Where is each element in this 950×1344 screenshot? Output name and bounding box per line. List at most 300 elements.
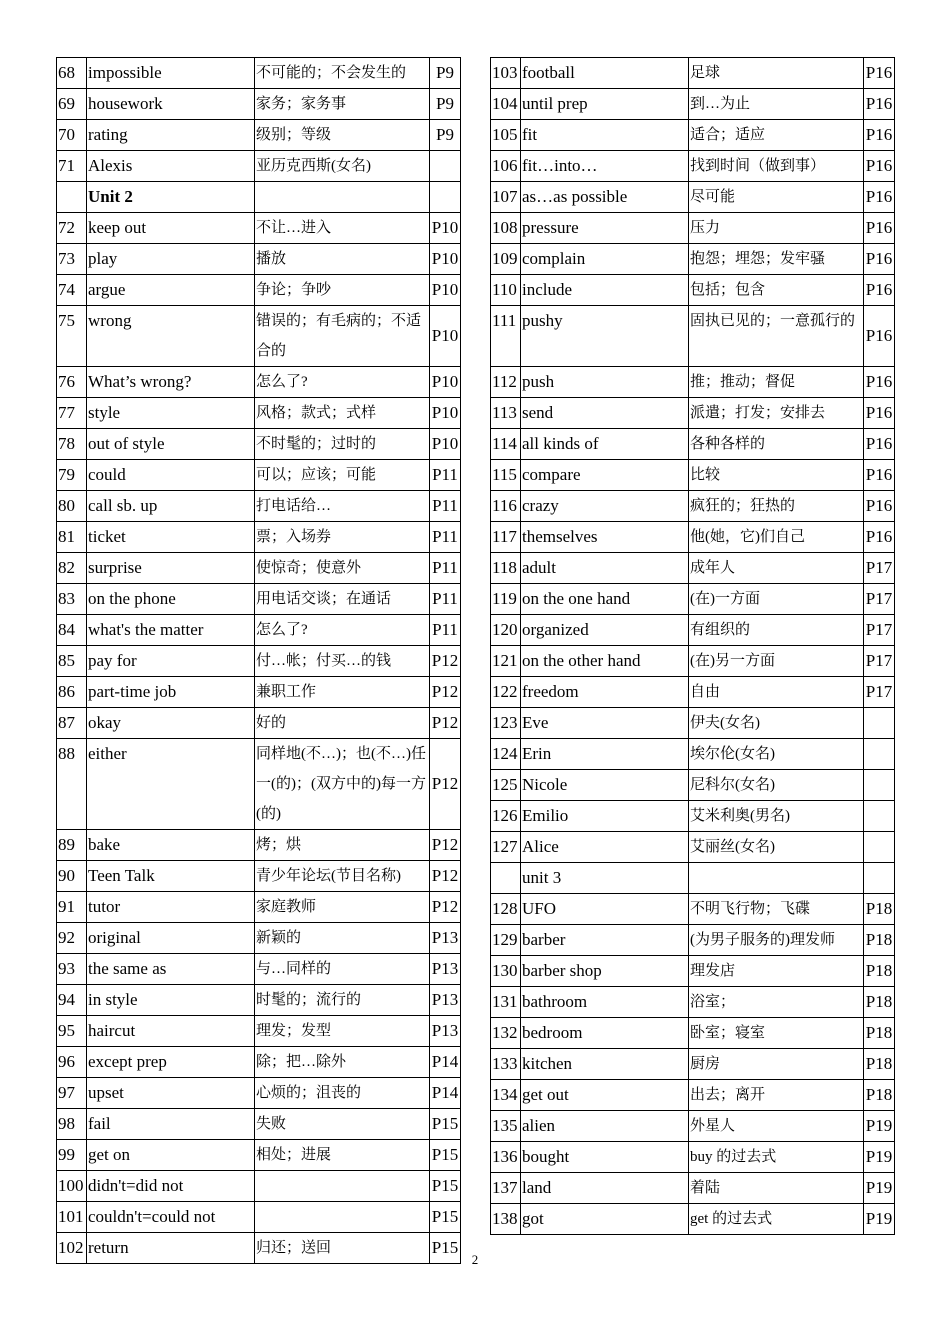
page-number: 2 [471,1252,479,1267]
entry-number: 91 [57,892,87,923]
vocabulary-table-left [56,57,461,1264]
entry-number: 111 [491,306,521,367]
entry-meaning: 卧室；寝室 [689,1017,864,1048]
entry-word: part-time job [87,677,255,708]
entry-number: 133 [491,1048,521,1079]
entry-meaning: 艾米利奥(男名) [689,800,864,831]
entry-word: bake [87,830,255,861]
entry-meaning: 同样地(不…)；也(不…)任一(的)；(双方中的)每一方(的) [255,739,430,830]
vocab-row [491,831,895,862]
entry-number: 116 [491,490,521,521]
entry-page: P18 [864,955,895,986]
entry-page: P16 [864,490,895,521]
entry-page: P18 [864,893,895,924]
entry-number: 112 [491,366,521,397]
entry-page: P9 [430,58,461,89]
entry-number: 102 [57,1233,87,1264]
entry-meaning: 怎么了? [255,367,430,398]
vocabulary-table-right [490,57,895,1235]
entry-meaning: 各种各样的 [689,428,864,459]
entry-page: P13 [430,923,461,954]
entry-number: 109 [491,244,521,275]
vocab-row [491,707,895,738]
entry-word: impossible [87,58,255,89]
entry-meaning: 与…同样的 [255,954,430,985]
entry-meaning: 疯狂的；狂热的 [689,490,864,521]
entry-number: 84 [57,615,87,646]
entry-word: Erin [521,738,689,769]
entry-meaning: 时髦的；流行的 [255,985,430,1016]
entry-number [491,862,521,893]
entry-number: 78 [57,429,87,460]
vocab-row [57,306,461,367]
entry-page: P11 [430,584,461,615]
vocab-row [491,986,895,1017]
entry-number: 104 [491,89,521,120]
entry-page: P18 [864,1048,895,1079]
entry-meaning: 家庭教师 [255,892,430,923]
entry-number: 107 [491,182,521,213]
entry-page: P18 [864,924,895,955]
entry-word: adult [521,552,689,583]
entry-meaning: (在)一方面 [689,583,864,614]
vocab-row [491,151,895,182]
entry-number: 82 [57,553,87,584]
entry-meaning: 打电话给… [255,491,430,522]
entry-meaning: (在)另一方面 [689,645,864,676]
entry-word: themselves [521,521,689,552]
entry-page: P15 [430,1140,461,1171]
entry-page: P16 [864,151,895,182]
vocab-row [57,954,461,985]
vocab-row [57,677,461,708]
entry-number: 137 [491,1172,521,1203]
vocab-row [491,893,895,924]
entry-page: P12 [430,739,461,830]
entry-word: unit 3 [521,862,689,893]
entry-page: P14 [430,1078,461,1109]
entry-word: freedom [521,676,689,707]
entry-page: P10 [430,275,461,306]
vocab-row [57,491,461,522]
entry-word: got [521,1203,689,1234]
entry-number: 90 [57,861,87,892]
entry-page: P19 [864,1203,895,1234]
entry-word: play [87,244,255,275]
entry-meaning [255,1202,430,1233]
entry-page: P17 [864,614,895,645]
entry-word: crazy [521,490,689,521]
entry-word: except prep [87,1047,255,1078]
entry-meaning: 理发；发型 [255,1016,430,1047]
entry-page: P12 [430,830,461,861]
entry-page: P16 [864,366,895,397]
vocab-row [491,1048,895,1079]
entry-page: P18 [864,986,895,1017]
entry-word: bought [521,1141,689,1172]
entry-number: 75 [57,306,87,367]
entry-meaning: 着陆 [689,1172,864,1203]
entry-meaning: 埃尔伦(女名) [689,738,864,769]
vocab-row [57,367,461,398]
entry-word: Alice [521,831,689,862]
entry-number: 129 [491,924,521,955]
entry-meaning: 包括；包含 [689,275,864,306]
entry-page: P16 [864,58,895,89]
vocab-row [491,552,895,583]
entry-page: P16 [864,521,895,552]
entry-meaning: 到…为止 [689,89,864,120]
vocab-row [57,398,461,429]
entry-number: 92 [57,923,87,954]
entry-page: P12 [430,677,461,708]
entry-page: P15 [430,1233,461,1264]
entry-number: 108 [491,213,521,244]
entry-number: 134 [491,1079,521,1110]
entry-meaning: 付…帐；付买…的钱 [255,646,430,677]
entry-meaning: 伊夫(女名) [689,707,864,738]
entry-page: P16 [864,275,895,306]
entry-word: Emilio [521,800,689,831]
entry-number: 69 [57,89,87,120]
vocab-row [57,151,461,182]
entry-page: P16 [864,89,895,120]
entry-page: P15 [430,1202,461,1233]
entry-meaning: 自由 [689,676,864,707]
entry-word: UFO [521,893,689,924]
entry-meaning: 使惊奇；使意外 [255,553,430,584]
entry-meaning: 新颖的 [255,923,430,954]
entry-number: 71 [57,151,87,182]
entry-meaning: 固执已见的；一意孤行的 [689,306,864,367]
entry-page [864,707,895,738]
vocab-row [491,397,895,428]
entry-word: couldn't=could not [87,1202,255,1233]
vocab-row [491,1141,895,1172]
vocab-row [491,58,895,89]
vocab-row [491,1079,895,1110]
entry-meaning: 票；入场券 [255,522,430,553]
entry-page: P11 [430,460,461,491]
entry-number: 114 [491,428,521,459]
entry-word: return [87,1233,255,1264]
entry-word: football [521,58,689,89]
entry-meaning: 级别；等级 [255,120,430,151]
entry-page: P9 [430,120,461,151]
entry-page: P10 [430,306,461,367]
entry-number: 122 [491,676,521,707]
entry-meaning: 压力 [689,213,864,244]
entry-number: 94 [57,985,87,1016]
entry-word: as…as possible [521,182,689,213]
entry-page [864,769,895,800]
entry-page: P16 [864,120,895,151]
entry-word: on the one hand [521,583,689,614]
entry-page: P19 [864,1110,895,1141]
entry-word: What’s wrong? [87,367,255,398]
entry-number: 106 [491,151,521,182]
entry-word: the same as [87,954,255,985]
entry-number [57,182,87,213]
entry-word: either [87,739,255,830]
entry-number: 79 [57,460,87,491]
entry-number: 81 [57,522,87,553]
vocab-row [491,459,895,490]
entry-page: P17 [864,645,895,676]
vocab-row [57,1171,461,1202]
entry-page: P16 [864,306,895,367]
entry-meaning: 好的 [255,708,430,739]
entry-word: get out [521,1079,689,1110]
entry-word: barber shop [521,955,689,986]
vocab-row [491,1017,895,1048]
entry-meaning: 厨房 [689,1048,864,1079]
entry-meaning: 亚历克西斯(女名) [255,151,430,182]
vocab-row [57,429,461,460]
vocab-row [57,615,461,646]
vocab-row [57,1078,461,1109]
entry-word: on the phone [87,584,255,615]
entry-meaning: 他(她，它)们自己 [689,521,864,552]
entry-word: barber [521,924,689,955]
entry-word: in style [87,985,255,1016]
entry-page: P12 [430,861,461,892]
entry-number: 87 [57,708,87,739]
vocab-row [491,1172,895,1203]
vocab-row [57,1140,461,1171]
entry-word: send [521,397,689,428]
entry-number: 138 [491,1203,521,1234]
entry-meaning: 抱怨；埋怨；发牢骚 [689,244,864,275]
entry-meaning: 理发店 [689,955,864,986]
entry-page: P16 [864,459,895,490]
vocab-row [57,89,461,120]
entry-meaning: 心烦的；沮丧的 [255,1078,430,1109]
entry-page: P9 [430,89,461,120]
unit-heading-row [57,182,461,213]
entry-word: could [87,460,255,491]
entry-word: argue [87,275,255,306]
entry-meaning: 兼职工作 [255,677,430,708]
vocab-row [57,460,461,491]
entry-number: 70 [57,120,87,151]
entry-number: 88 [57,739,87,830]
entry-page: P16 [864,428,895,459]
vocab-row [57,584,461,615]
entry-word: out of style [87,429,255,460]
entry-word: organized [521,614,689,645]
vocab-row [491,924,895,955]
entry-word: include [521,275,689,306]
entry-meaning: get 的过去式 [689,1203,864,1234]
vocab-row [491,244,895,275]
entry-meaning: 推；推动；督促 [689,366,864,397]
entry-number: 136 [491,1141,521,1172]
entry-page: P16 [864,244,895,275]
entry-number: 100 [57,1171,87,1202]
entry-word: get on [87,1140,255,1171]
vocab-row [491,275,895,306]
entry-page [864,738,895,769]
vocab-row [57,522,461,553]
entry-word: complain [521,244,689,275]
entry-number: 130 [491,955,521,986]
entry-word: haircut [87,1016,255,1047]
entry-page: P19 [864,1172,895,1203]
entry-number: 83 [57,584,87,615]
entry-meaning: 可以；应该；可能 [255,460,430,491]
entry-meaning: 不可能的；不会发生的 [255,58,430,89]
entry-page: P10 [430,398,461,429]
entry-word: okay [87,708,255,739]
entry-meaning: 尼科尔(女名) [689,769,864,800]
entry-word: rating [87,120,255,151]
entry-word: kitchen [521,1048,689,1079]
entry-meaning [255,182,430,213]
entry-page: P10 [430,367,461,398]
entry-page: P13 [430,1016,461,1047]
entry-number: 127 [491,831,521,862]
entry-page [864,800,895,831]
entry-word: housework [87,89,255,120]
entry-word: on the other hand [521,645,689,676]
entry-meaning: 家务；家务事 [255,89,430,120]
entry-meaning: buy 的过去式 [689,1141,864,1172]
vocab-row [491,1203,895,1234]
entry-page: P17 [864,583,895,614]
vocab-row [491,738,895,769]
entry-word: until prep [521,89,689,120]
unit-heading-row [491,862,895,893]
entry-page: P11 [430,491,461,522]
entry-word: what's the matter [87,615,255,646]
entry-meaning: 比较 [689,459,864,490]
entry-number: 73 [57,244,87,275]
entry-word: Unit 2 [87,182,255,213]
entry-page: P16 [864,182,895,213]
entry-number: 93 [57,954,87,985]
entry-word: land [521,1172,689,1203]
entry-page [430,182,461,213]
vocab-row [57,985,461,1016]
vocab-row [491,521,895,552]
vocab-row [57,275,461,306]
vocab-row [57,739,461,830]
entry-word: surprise [87,553,255,584]
entry-meaning: 青少年论坛(节目名称) [255,861,430,892]
entry-meaning: 烤；烘 [255,830,430,861]
entry-number: 76 [57,367,87,398]
vocab-row [491,428,895,459]
entry-page: P10 [430,244,461,275]
vocab-row [57,1047,461,1078]
vocab-row [57,830,461,861]
entry-page: P13 [430,954,461,985]
entry-word: fit [521,120,689,151]
entry-page: P18 [864,1017,895,1048]
entry-word: upset [87,1078,255,1109]
entry-page: P17 [864,676,895,707]
entry-word: Alexis [87,151,255,182]
entry-number: 99 [57,1140,87,1171]
entry-word: tutor [87,892,255,923]
entry-number: 126 [491,800,521,831]
entry-meaning: 艾丽丝(女名) [689,831,864,862]
entry-number: 103 [491,58,521,89]
entry-meaning: 成年人 [689,552,864,583]
entry-word: pushy [521,306,689,367]
vocab-row [491,645,895,676]
entry-page: P11 [430,615,461,646]
vocab-row [57,1016,461,1047]
vocab-row [57,1202,461,1233]
vocab-row [57,646,461,677]
vocab-row [57,708,461,739]
entry-meaning: 浴室； [689,986,864,1017]
entry-number: 135 [491,1110,521,1141]
entry-number: 80 [57,491,87,522]
vocab-row [491,89,895,120]
entry-number: 77 [57,398,87,429]
entry-number: 101 [57,1202,87,1233]
entry-number: 121 [491,645,521,676]
entry-word: bedroom [521,1017,689,1048]
entry-page: P13 [430,985,461,1016]
entry-meaning: 不明飞行物；飞碟 [689,893,864,924]
entry-number: 120 [491,614,521,645]
entry-page: P16 [864,397,895,428]
entry-number: 105 [491,120,521,151]
vocab-row [491,583,895,614]
entry-word: call sb. up [87,491,255,522]
entry-word: ticket [87,522,255,553]
entry-number: 119 [491,583,521,614]
entry-number: 86 [57,677,87,708]
entry-number: 95 [57,1016,87,1047]
entry-meaning: 出去；离开 [689,1079,864,1110]
entry-number: 89 [57,830,87,861]
vocab-row [491,182,895,213]
vocab-row [491,366,895,397]
vocab-row [491,955,895,986]
entry-meaning: (为男子服务的)理发师 [689,924,864,955]
entry-number: 128 [491,893,521,924]
entry-page: P15 [430,1171,461,1202]
entry-meaning: 足球 [689,58,864,89]
entry-meaning: 错误的；有毛病的；不适合的 [255,306,430,367]
entry-meaning: 争论；争吵 [255,275,430,306]
entry-word: alien [521,1110,689,1141]
entry-page: P17 [864,552,895,583]
entry-number: 74 [57,275,87,306]
entry-meaning: 相处；进展 [255,1140,430,1171]
entry-number: 115 [491,459,521,490]
vocab-row [57,861,461,892]
entry-page: P12 [430,892,461,923]
vocab-row [491,800,895,831]
vocab-row [57,923,461,954]
entry-page [864,862,895,893]
entry-meaning: 归还；送回 [255,1233,430,1264]
entry-page: P12 [430,646,461,677]
entry-meaning: 找到时间（做到事） [689,151,864,182]
entry-word: all kinds of [521,428,689,459]
entry-number: 72 [57,213,87,244]
entry-meaning: 播放 [255,244,430,275]
entry-page [864,831,895,862]
vocab-row [491,120,895,151]
entry-meaning: 不让…进入 [255,213,430,244]
